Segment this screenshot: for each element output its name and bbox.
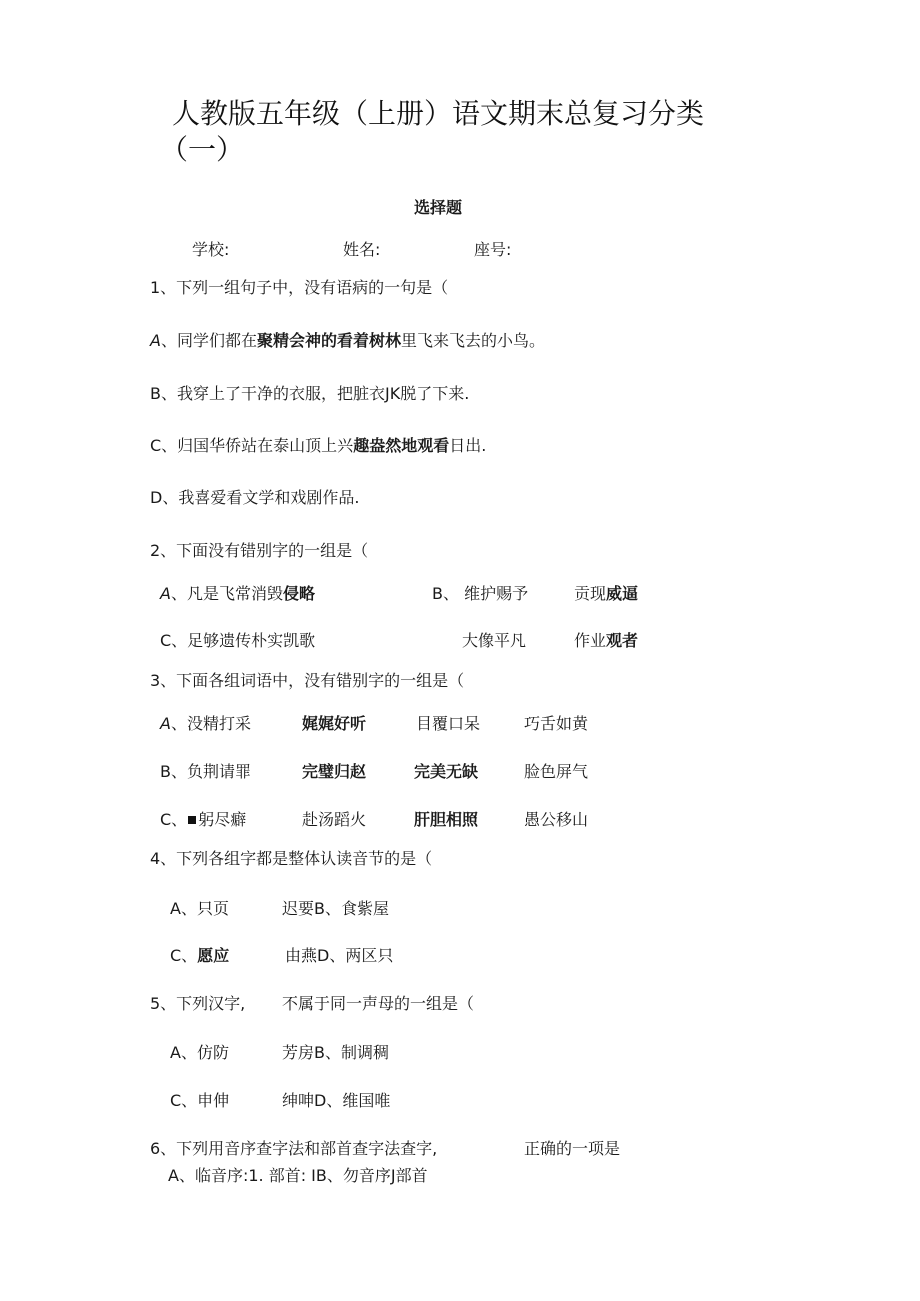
q2-option-c-word-2: 大像平凡 — [462, 631, 527, 650]
q1-option-d: D、我喜爱看文学和戏剧作品. — [150, 488, 360, 507]
q3-row-c-col-2: 赴汤蹈火 — [302, 810, 367, 829]
q3-row-c-word: 躬尽癖 — [198, 810, 247, 829]
q2-option-c: C、足够遗传朴实凯歌 — [160, 631, 316, 650]
q1-option-a-letter: A — [150, 331, 161, 350]
q3-row-b-col-3: 完美无缺 — [414, 762, 479, 781]
q4-row-2-bold: 愿应 — [197, 946, 230, 965]
school-field-label: 学校: — [192, 240, 230, 259]
q3-row-c-col-4: 愚公移山 — [524, 810, 589, 829]
q1-option-a-post: 里飞来飞去的小鸟。 — [400, 331, 545, 350]
q3-row-b-col-1: B、负荆请罪 — [160, 762, 251, 781]
q3-row-a-col-1 — [160, 711, 251, 734]
question-6-stem-part-1: 6、下列用音序查字法和部首查字法查字, — [150, 1139, 438, 1158]
q3-row-c-col-3: 肝胆相照 — [414, 810, 479, 829]
q2-option-b-word-pre: 贡现 — [574, 584, 607, 603]
q2-option-b-word-bold: 威逼 — [606, 584, 639, 603]
q2-option-b-word — [574, 581, 638, 604]
q4-row-1-left: A、只页 — [170, 899, 229, 918]
q1-option-c-pre: C、归国华侨站在泰山顶上兴 — [150, 436, 354, 455]
q1-option-c — [150, 433, 486, 456]
q5-row-1-left: A、仿防 — [170, 1043, 229, 1062]
page-title-sub: （一） — [160, 133, 245, 166]
q2-option-a-bold: 侵略 — [282, 584, 315, 603]
seat-field-label: 座号: — [474, 240, 512, 259]
q1-option-b: B、我穿上了干净的衣服，把脏衣JK脱了下来. — [150, 384, 470, 403]
q1-option-a-pre: 、同学们都在 — [160, 331, 257, 350]
page-title: 人教版五年级（上册）语文期末总复习分类 — [172, 97, 705, 130]
q3-row-b-col-2: 完璧归赵 — [302, 762, 367, 781]
q3-row-a-col-4: 巧舌如黄 — [524, 714, 589, 733]
q5-row-2-right: 绅呻D、维国唯 — [282, 1091, 391, 1110]
q2-option-c-word-3-bold: 观者 — [606, 631, 639, 650]
q4-row-2-prefix: C、 — [170, 946, 198, 965]
q1-option-c-bold: 趣盎然地观看 — [353, 436, 450, 455]
q1-option-a — [150, 328, 545, 351]
q3-row-a-col-3: 目覆口呆 — [416, 714, 481, 733]
q1-option-a-bold: 聚精会神的看着树林 — [256, 331, 401, 350]
q2-option-c-word-3 — [574, 628, 638, 651]
question-6-stem-part-2: 正确的一项是 — [524, 1139, 621, 1158]
q3-row-c-col-1 — [160, 807, 246, 830]
question-5-stem-part-1: 5、下列汉字, — [150, 994, 246, 1013]
question-1-stem: 1、下列一组句子中，没有语病的一句是（ — [150, 278, 449, 297]
q6-option-a: A、临音序:1. 部首: IB、勿音序J部首 — [168, 1166, 428, 1185]
q2-option-b: B、 维护赐予 — [432, 584, 529, 603]
q4-row-2-left — [170, 943, 229, 966]
q4-row-2-right: 由燕D、两区只 — [285, 946, 394, 965]
blot-mark — [188, 816, 196, 824]
q4-row-1-right: 迟要B、食紫屋 — [282, 899, 389, 918]
q2-option-a — [160, 581, 315, 604]
q3-row-b-col-4: 脸色屏气 — [524, 762, 589, 781]
q2-option-c-word-3-pre: 作业 — [574, 631, 607, 650]
q2-option-a-letter: A — [160, 584, 171, 603]
question-4-stem: 4、下列各组字都是整体认读音节的是（ — [150, 849, 433, 868]
q3-row-a-word: 、没精打采 — [170, 714, 251, 733]
q5-row-2-left: C、申伸 — [170, 1091, 230, 1110]
question-5-stem-part-2: 不属于同一声母的一组是（ — [282, 994, 475, 1013]
q5-row-1-right: 芳房B、制调稠 — [282, 1043, 389, 1062]
q3-row-a-col-2: 娓娓好听 — [302, 714, 367, 733]
name-field-label: 姓名: — [343, 240, 381, 259]
q3-row-a-letter: A — [160, 714, 171, 733]
q2-option-a-pre: 、凡是飞常消毁 — [170, 584, 283, 603]
section-heading: 选择题 — [414, 198, 463, 217]
question-2-stem: 2、下面没有错别字的一组是（ — [150, 541, 369, 560]
q1-option-c-post: 日出. — [449, 436, 487, 455]
question-3-stem: 3、下面各组词语中，没有错别字的一组是（ — [150, 671, 465, 690]
q3-row-c-prefix: C、 — [160, 810, 188, 829]
